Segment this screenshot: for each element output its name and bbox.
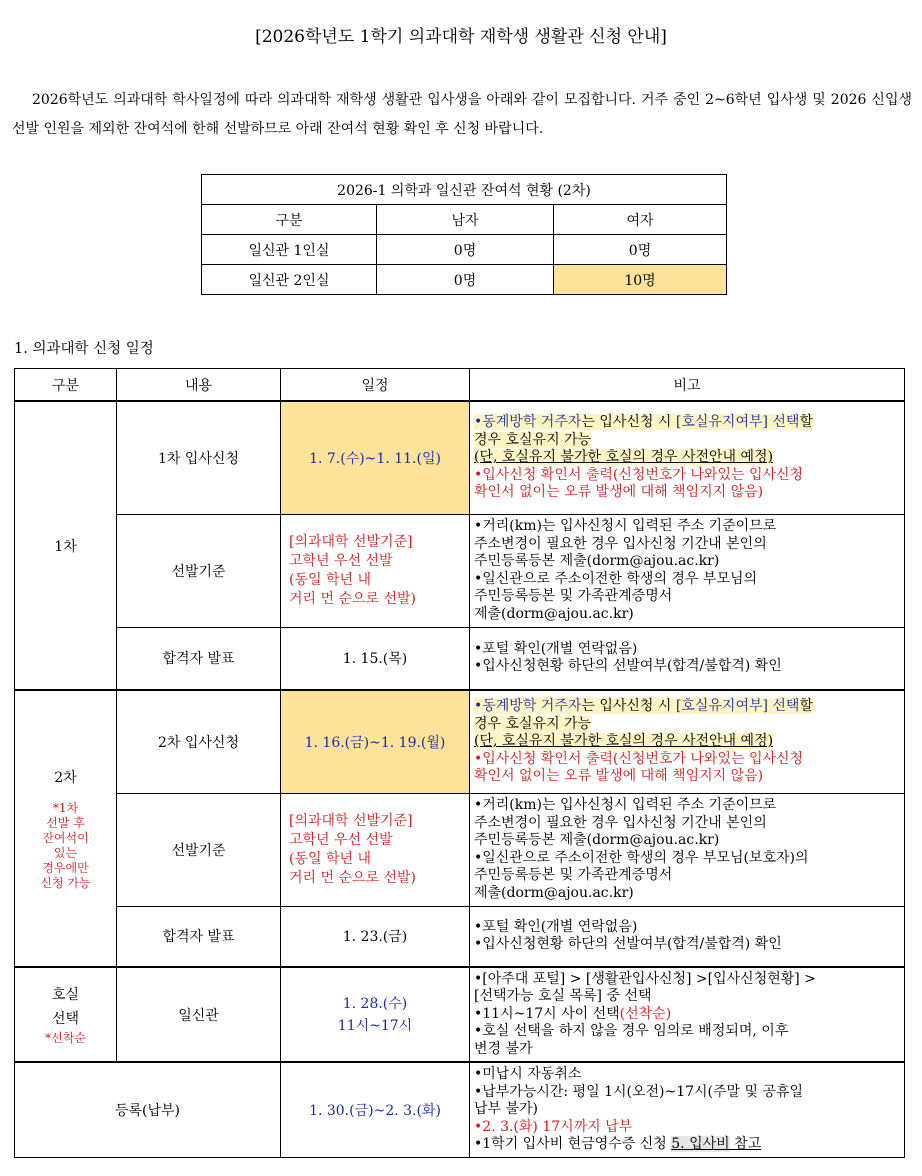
round2-result-name: 합격자 발표 <box>117 906 281 967</box>
table-row <box>15 793 905 906</box>
room-notes: •[아주대 포털] > [생활관입사신청] >[입사신청현황] > [선택가능 호실 목록] 중 선택 •11시~17시 사이 선택(선착순) •호실 선택을 하지 않을 경우 임의로 배정되며, 이후 변경 불가 <box>470 967 905 1062</box>
round1-criteria-notes: •거리(km)는 입사신청시 입력된 주소 기준이므로 주소변경이 필요한 경우 입사신청 기간내 본인의 주민등록등본 제출(dorm@ajou.ac.kr) •일신관으로 주소이전한 학생의 경우 부모님의 주민등록등본 및 가족관계증명서 제출(dorm@ajou.ac.kr) <box>470 514 905 627</box>
vacancy-caption: 2026-1 의학과 일신관 잔여석 현황 (2차) <box>202 175 727 205</box>
vacancy-cell: 0명 <box>377 235 554 265</box>
vacancy-cell: 0명 <box>377 265 554 295</box>
round1-result-date: 1. 15.(목) <box>281 627 470 690</box>
vacancy-cell: 일신관 2인실 <box>202 265 377 295</box>
vacancy-table <box>201 174 727 295</box>
table-row <box>15 967 905 1062</box>
room-label-cell: 호실 선택 *선착순 <box>15 967 117 1062</box>
pay-date: 1. 30.(금)~2. 3.(화) <box>281 1062 470 1157</box>
room-name: 일신관 <box>117 967 281 1062</box>
schedule-header: 일정 <box>281 369 470 402</box>
vacancy-header: 여자 <box>554 205 727 235</box>
vacancy-header: 남자 <box>377 205 554 235</box>
round1-criteria-name: 선발기준 <box>117 514 281 627</box>
round2-criteria-notes: •거리(km)는 입사신청시 입력된 주소 기준이므로 주소변경이 필요한 경우 입사신청 기간내 본인의 주민등록등본 제출(dorm@ajou.ac.kr) •일신관으로 주소이전한 학생의 경우 부모님(보호자)의 주민등록등본 및 가족관계증명서 제출(dorm@ajou.ac.kr) <box>470 793 905 906</box>
schedule-header: 비고 <box>470 369 905 402</box>
round2-apply-notes: •동계방학 거주자는 입사신청 시 [호실유지여부] 선택할 경우 호실유지 가능 (단, 호실유지 불가한 호실의 경우 사전안내 예정) •입사신청 확인서 출력(신청번호가 나와있는 입사신청 확인서 없이는 오류 발생에 대해 책임지지 않음) <box>470 690 905 793</box>
page-title: [2026학년도 1학기 의과대학 재학생 생활관 신청 안내] <box>255 27 667 47</box>
round2-label: 2차 <box>54 769 77 786</box>
round2-result-date: 1. 23.(금) <box>281 906 470 967</box>
round1-apply-date: 1. 7.(수)~1. 11.(일) <box>281 401 470 514</box>
vacancy-cell: 일신관 1인실 <box>202 235 377 265</box>
room-date: 1. 28.(수) 11시~17시 <box>281 967 470 1062</box>
vacancy-header: 구분 <box>202 205 377 235</box>
schedule-table <box>14 368 905 1158</box>
round2-label-cell: 2차 *1차 선발 후 잔여석이 있는 경우에만 신청 가능 <box>15 690 117 967</box>
round2-apply-date: 1. 16.(금)~1. 19.(월) <box>281 690 470 793</box>
round2-criteria-name: 선발기준 <box>117 793 281 906</box>
schedule-header: 내용 <box>117 369 281 402</box>
round1-result-name: 합격자 발표 <box>117 627 281 690</box>
table-row <box>15 1062 905 1157</box>
intro-paragraph: 2026학년도 의과대학 학사일정에 따라 의과대학 재학생 생활관 입사생을 아래와 같이 모집합니다. 거주 중인 2~6학년 입사생 및 2026 신입생 선발 인원을 제외한 잔여석에 한해 선발하므로 아래 잔여석 현황 확인 후 신청 바랍니다. <box>12 92 912 137</box>
round2-apply-name: 2차 입사신청 <box>117 690 281 793</box>
round1-apply-notes: •동계방학 거주자는 입사신청 시 [호실유지여부] 선택할 경우 호실유지 가능 (단, 호실유지 불가한 호실의 경우 사전안내 예정) •입사신청 확인서 출력(신청번호가 나와있는 입사신청 확인서 없이는 오류 발생에 대해 책임지지 않음) <box>470 401 905 514</box>
round2-result-notes: •포털 확인(개별 연락없음) •입사신청현황 하단의 선발여부(합격/불합격) 확인 <box>470 906 905 967</box>
table-row <box>15 627 905 690</box>
round1-apply-name: 1차 입사신청 <box>117 401 281 514</box>
table-row <box>202 235 727 265</box>
table-row <box>15 401 905 514</box>
table-row <box>15 514 905 627</box>
vacancy-cell-highlight: 10명 <box>554 265 727 295</box>
table-row <box>202 265 727 295</box>
round1-label: 1차 <box>15 401 117 690</box>
round1-result-notes: •포털 확인(개별 연락없음) •입사신청현황 하단의 선발여부(합격/불합격) 확인 <box>470 627 905 690</box>
vacancy-cell: 0명 <box>554 235 727 265</box>
round2-criteria: [의과대학 선발기준] 고학년 우선 선발 (동일 학년 내 거리 먼 순으로 선발) <box>281 793 470 906</box>
table-row <box>15 690 905 793</box>
table-row <box>15 906 905 967</box>
section-heading: 1. 의과대학 신청 일정 <box>14 341 154 357</box>
schedule-header: 구분 <box>15 369 117 402</box>
pay-notes: •미납시 자동취소 •납부가능시간: 평일 1시(오전)~17시(주말 및 공휴일 납부 불가) •2. 3.(화) 17시까지 납부 •1학기 입사비 현금영수증 신청 5. 입사비 참고 <box>470 1062 905 1157</box>
pay-name: 등록(납부) <box>15 1062 281 1157</box>
round1-criteria: [의과대학 선발기준] 고학년 우선 선발 (동일 학년 내 거리 먼 순으로 선발) <box>281 514 470 627</box>
